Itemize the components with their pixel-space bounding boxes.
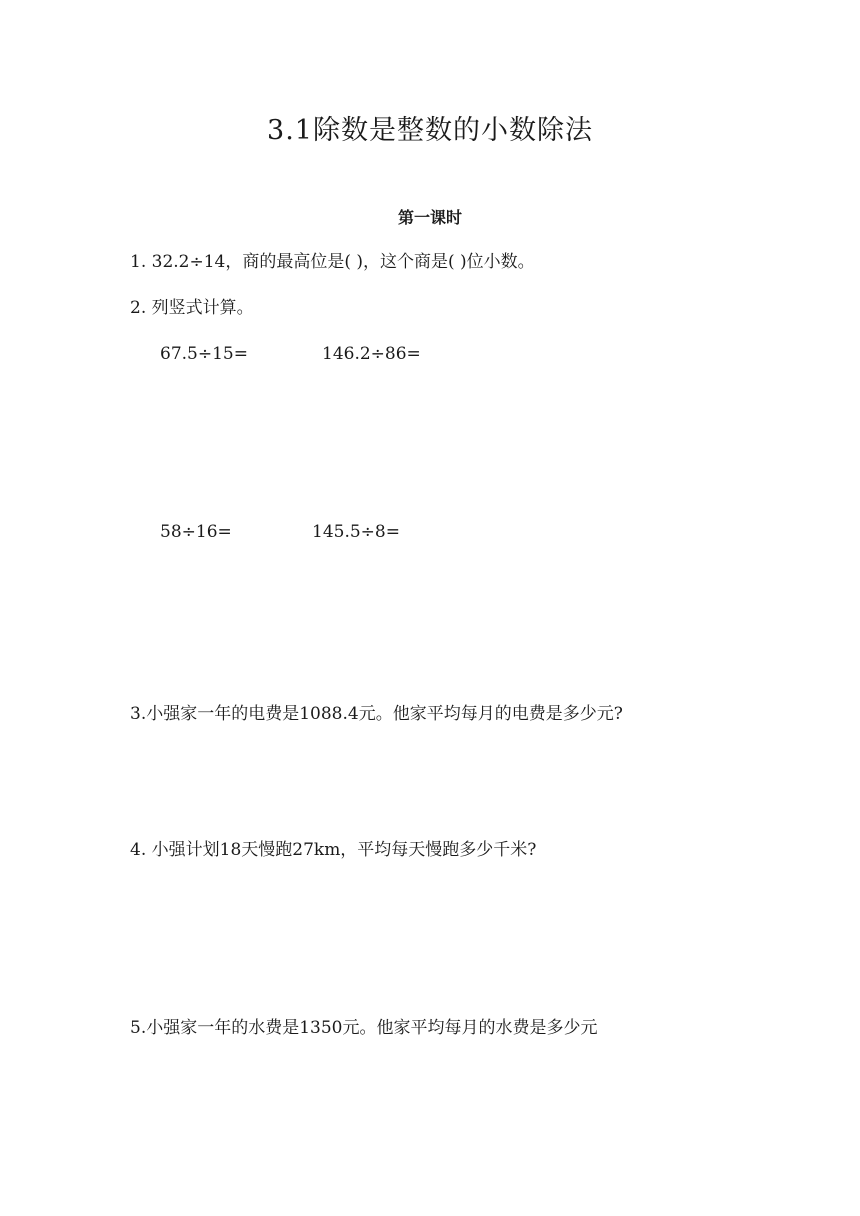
question-2: 2. 列竖式计算。	[130, 298, 254, 318]
calc-item-1: 67.5÷15=	[160, 344, 248, 364]
question-5: 5.小强家一年的水费是1350元。他家平均每月的水费是多少元	[130, 1018, 598, 1038]
calc-item-2: 146.2÷86=	[322, 344, 421, 364]
question-3: 3.小强家一年的电费是1088.4元。他家平均每月的电费是多少元?	[130, 704, 623, 724]
calc-item-3: 58÷16=	[160, 522, 232, 542]
lesson-subtitle: 第一课时	[397, 208, 462, 227]
question-4: 4. 小强计划18天慢跑27km，平均每天慢跑多少千米?	[130, 840, 537, 860]
question-1: 1. 32.2÷14，商的最高位是( )，这个商是( )位小数。	[130, 252, 535, 272]
calc-item-4: 145.5÷8=	[312, 522, 400, 542]
page-title: 3.1除数是整数的小数除法	[267, 115, 593, 146]
